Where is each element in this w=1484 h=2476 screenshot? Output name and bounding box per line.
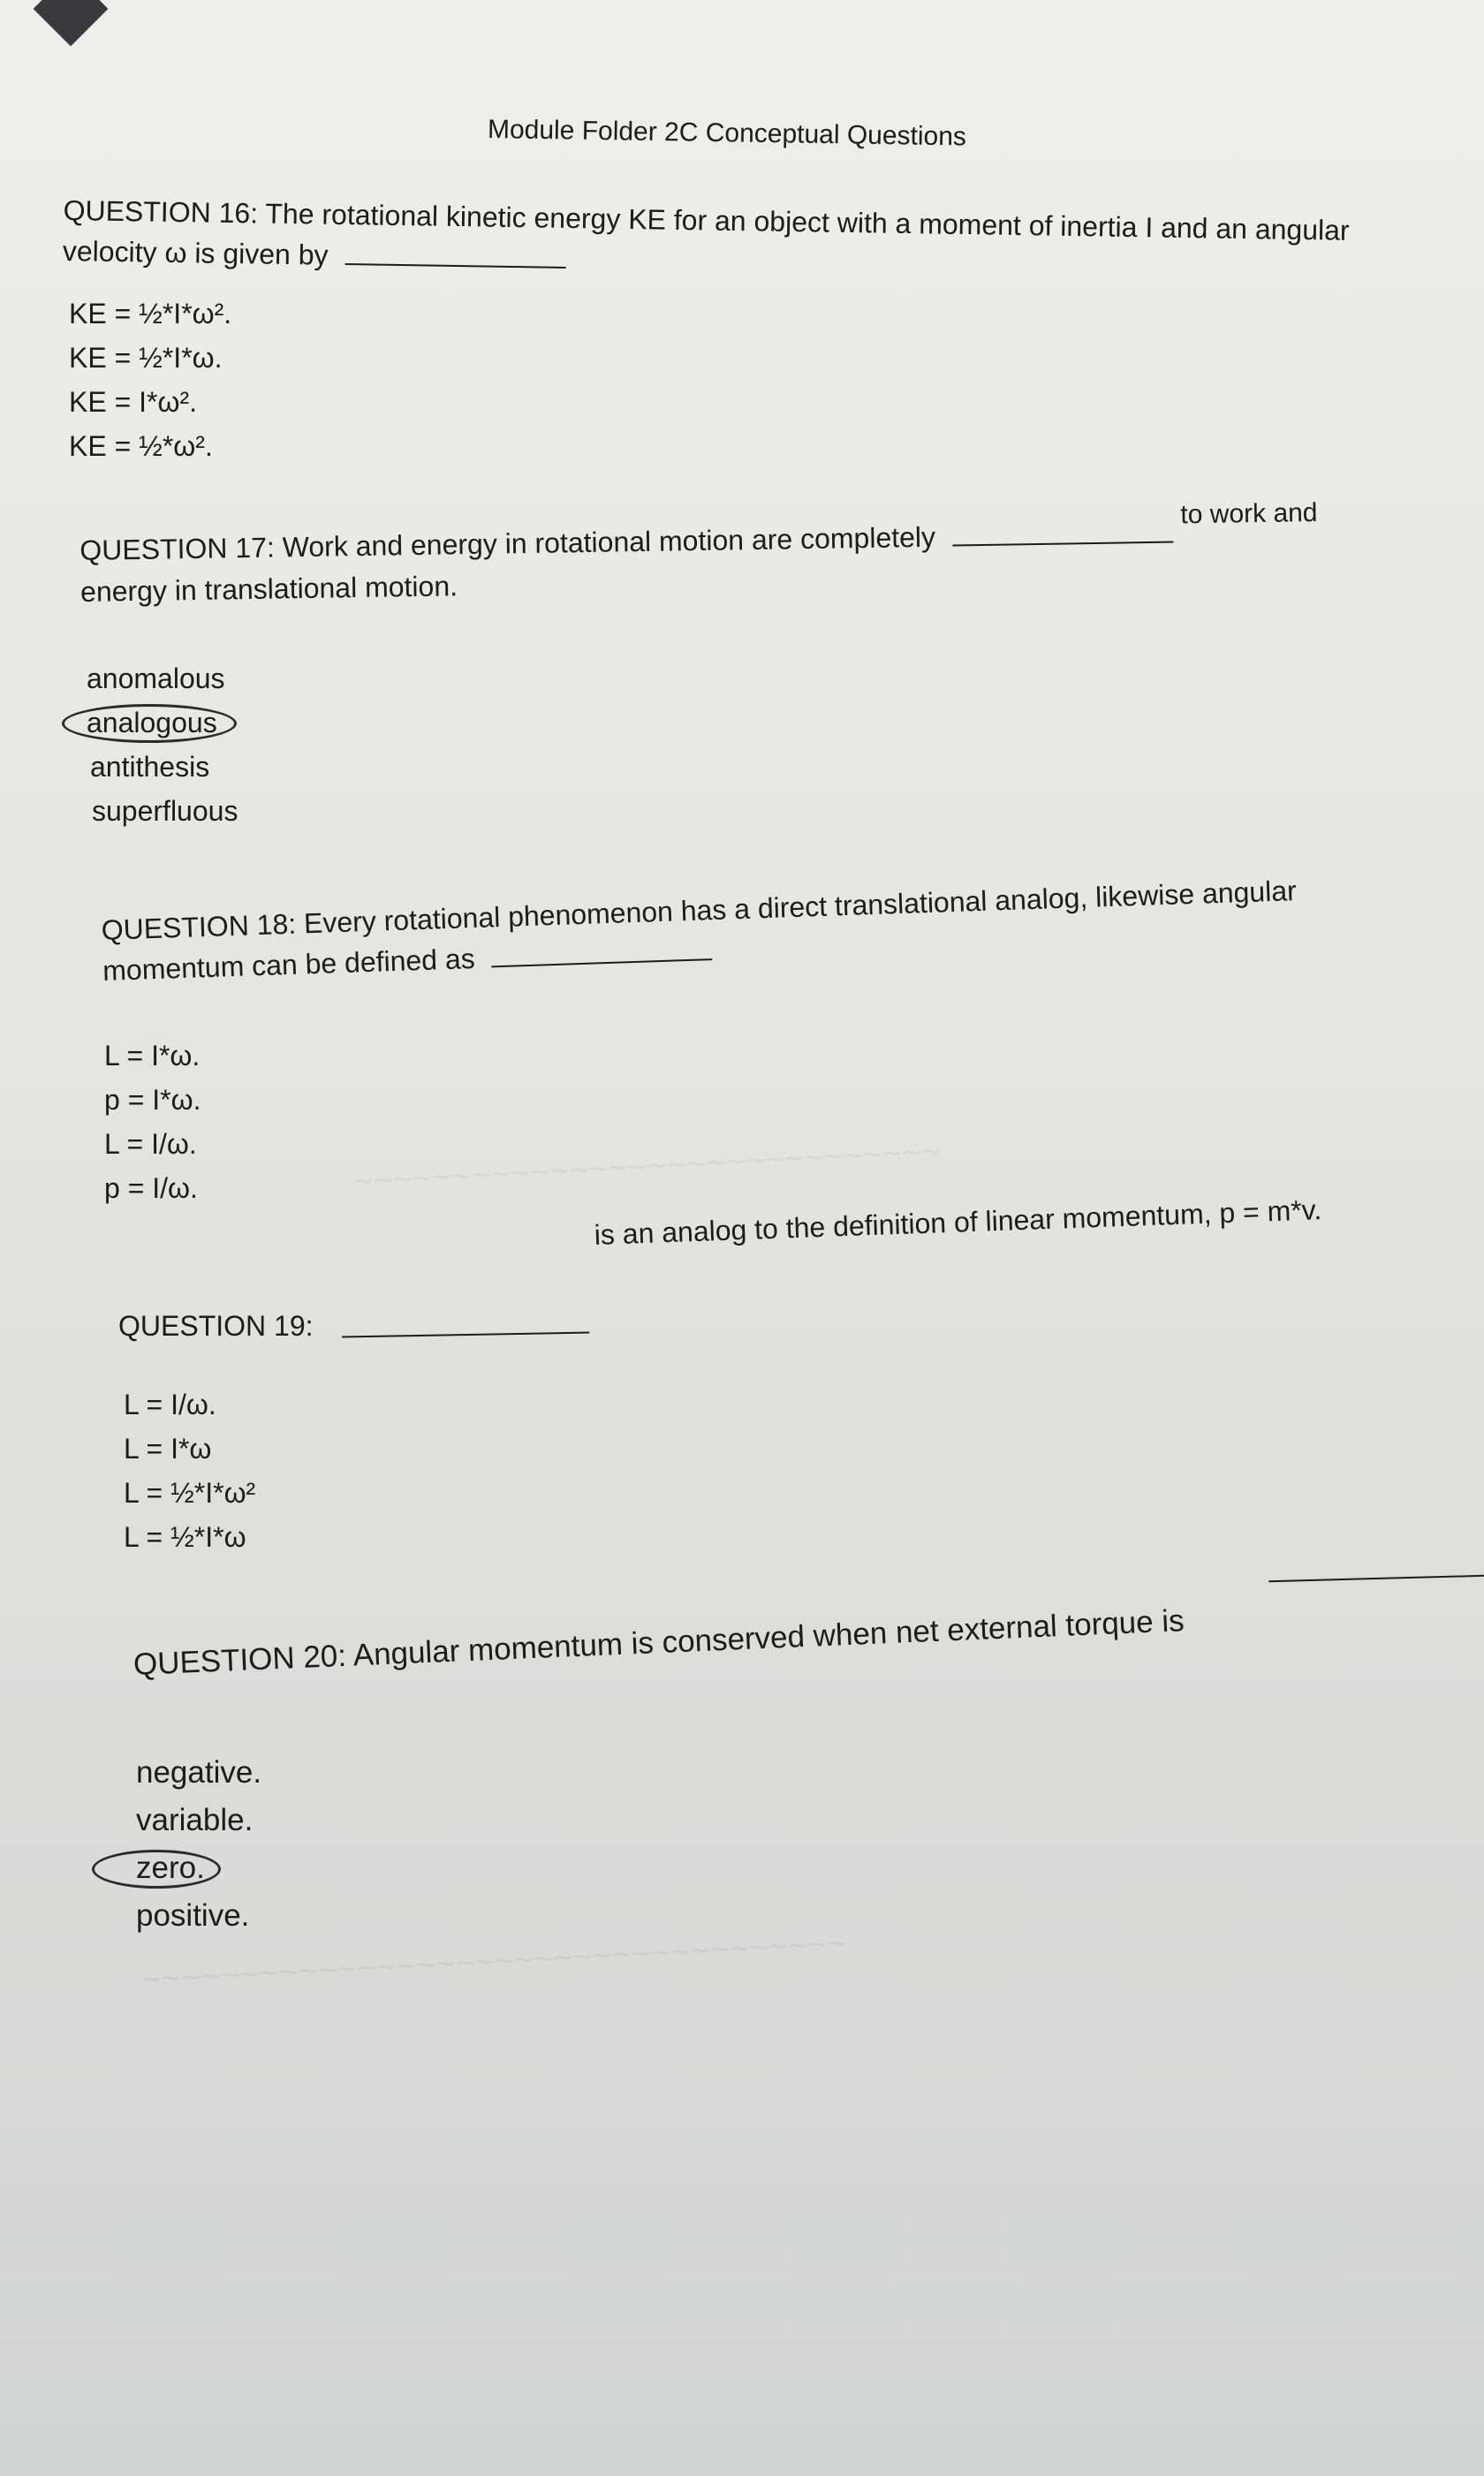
show-through: ~~~~~~~~~~~~~~~~~~~~~~~~~~~~~~ (352, 1132, 943, 1201)
option-item: variable. (136, 1803, 254, 1837)
show-through: ~~~~~~~~~~~~~~~~~~~~~~~~~~~~~~~~~~~~ (140, 1925, 848, 1999)
question-label: QUESTION 19: (118, 1310, 314, 1342)
option-item: superfluous (92, 795, 238, 827)
option-item: L = I/ω. (104, 1128, 197, 1160)
answer-blank (952, 524, 1173, 547)
question-text: Every rotational phenomenon has a direct translational analog, likewise angular (303, 875, 1298, 940)
question-text: Work and energy in rotational motion are completely (282, 520, 936, 564)
question-text: velocity ω is given by (62, 235, 329, 272)
question-20 (132, 1599, 1185, 1688)
option-label: analogous (87, 707, 217, 738)
question-text: to work and (1180, 497, 1318, 530)
option-item: negative. (136, 1755, 262, 1790)
option-item-circled (87, 700, 238, 745)
answer-blank (344, 246, 565, 269)
option-label: zero. (136, 1851, 205, 1885)
option-item: L = I*ω. (104, 1040, 201, 1071)
page-title: Module Folder 2C Conceptual Questions (487, 115, 967, 152)
question-18 (101, 870, 1298, 992)
option-item: L = ½*I*ω (124, 1521, 246, 1553)
option-item: L = ½*I*ω² (124, 1477, 256, 1509)
option-item: p = I*ω. (104, 1084, 201, 1116)
question-label: QUESTION 16: (63, 193, 259, 230)
question-text: Angular momentum is conserved when net external torque is (352, 1603, 1185, 1673)
question-label: QUESTION 20: (132, 1638, 347, 1682)
question-17 (80, 497, 1319, 612)
option-item: KE = I*ω². (69, 386, 198, 418)
option-item: positive. (136, 1898, 250, 1933)
option-item-circled (136, 1844, 261, 1892)
answer-blank (1268, 1557, 1484, 1582)
question-19 (118, 1306, 589, 1346)
question-text: energy in translational motion. (80, 569, 458, 608)
answer-blank (342, 1314, 589, 1338)
option-item: KE = ½*ω². (69, 430, 213, 462)
question-label: QUESTION 17: (80, 531, 276, 566)
answer-blank (491, 941, 713, 967)
question-19-continuation (594, 1189, 1322, 1255)
question-label: QUESTION 18: (101, 907, 297, 946)
corner-mark (34, 0, 109, 46)
question-18-options (104, 1034, 201, 1210)
option-item: L = I/ω. (124, 1389, 216, 1420)
question-20-options (136, 1749, 261, 1940)
option-item: anomalous (87, 663, 225, 694)
option-item: KE = ½*I*ω. (69, 342, 223, 374)
question-text: The rotational kinetic energy KE for an object with a moment of inertia I and an angular (265, 197, 1350, 246)
question-19-options (124, 1382, 255, 1559)
option-item: antithesis (90, 751, 210, 783)
option-item: L = I*ω (124, 1433, 212, 1465)
question-16-options (69, 292, 231, 468)
question-17-options (87, 656, 238, 833)
option-item: p = I/ω. (104, 1172, 198, 1204)
question-16 (63, 190, 1350, 292)
option-item: KE = ½*I*ω². (69, 298, 232, 329)
question-text: momentum can be defined as (102, 943, 476, 988)
question-text: is an analog to the definition of linear momentum, p = m*v. (594, 1193, 1322, 1251)
